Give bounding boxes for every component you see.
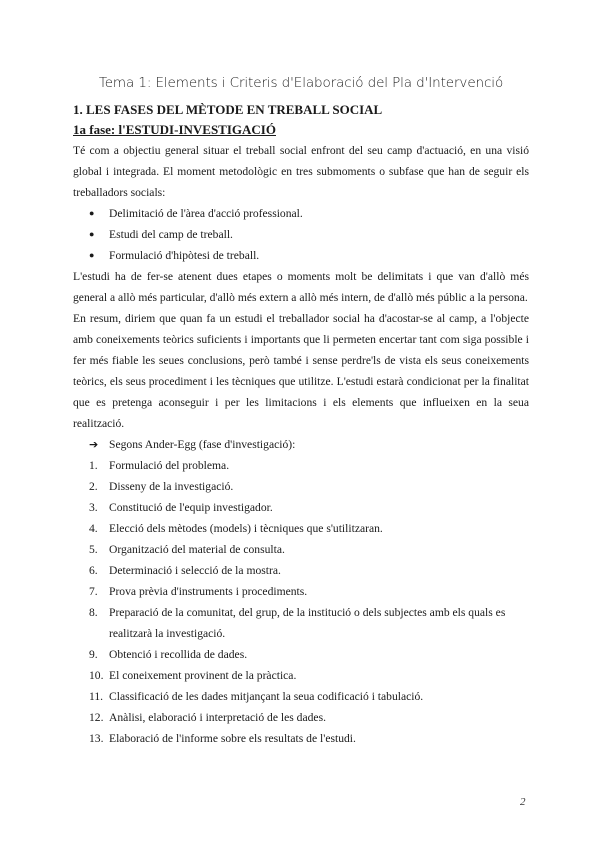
bullet-icon: ● [89,229,95,239]
step-text: Constitució de l'equip investigador. [109,501,273,514]
page-number: 2 [520,796,526,808]
list-item [73,728,529,749]
step-number: 9. [89,648,98,661]
list-item [73,665,529,686]
list-item [73,203,529,224]
step-number: 12. [89,711,104,724]
step-text: Determinació i selecció de la mostra. [109,564,281,577]
step-text: Elaboració de l'informe sobre els resultats de l'estudi. [109,732,356,745]
step-number: 10. [89,669,104,682]
list-item [73,224,529,245]
list-item [73,518,529,539]
step-number: 2. [89,480,98,493]
step-number: 1. [89,459,98,472]
step-number: 8. [89,606,98,619]
list-item-text: Estudi del camp de treball. [109,228,233,241]
bullet-icon: ● [89,208,95,218]
list-item [73,245,529,266]
list-item [73,455,529,476]
step-text: Organització del material de consulta. [109,543,285,556]
step-text: Elecció dels mètodes (models) i tècniques que s'utilitzaran. [109,522,383,535]
list-item [73,686,529,707]
list-item [73,602,529,644]
section-heading: 1. LES FASES DEL MÈTODE EN TREBALL SOCIAL [73,102,383,117]
list-item [73,560,529,581]
step-number: 4. [89,522,98,535]
step-text: Formulació del problema. [109,459,230,472]
step-text: Preparació de la comunitat, del grup, de la institució o dels subjectes amb els quals es realitzarà la investigació. [109,606,506,640]
step-number: 3. [89,501,98,514]
step-text: Obtenció i recollida de dades. [109,648,248,661]
step-text: El coneixement provinent de la pràctica. [109,669,297,682]
step-text: Classificació de les dades mitjançant la seua codificació i tabulació. [109,690,424,703]
list-item [73,497,529,518]
arrow-item [73,434,529,455]
step-text: Disseny de la investigació. [109,480,234,493]
list-item [73,707,529,728]
step-text: Prova prèvia d'instruments i procediments. [109,585,308,598]
paragraph-stages: L'estudi ha de fer-se atenent dues etapes o moments molt be delimitats i que van d'allò més general a allò més particular, d'allò més extern a allò més intern, de d'allò més públic a la persona. [73,270,529,304]
arrow-item-text: Segons Ander-Egg (fase d'investigació): [109,438,296,451]
list-item [73,539,529,560]
step-number: 7. [89,585,98,598]
step-number: 5. [89,543,98,556]
paragraph-summary: En resum, diriem que quan fa un estudi el treballador social ha d'acostar-se al camp, a l'objecte amb coneixements teòrics suficients i importants que li permeten encertar tant com siga possible i fer més fiable les seues conclusions, però també i sense perdre'ls de vista els seus coneixements teòrics, els seus procediment i les tècniques que utilitze. L'estudi estarà condicionat per la finalitat que es pretenga aconseguir i per les limitacions i els elements que influeixen en la seua realització. [73,312,529,430]
step-number: 11. [89,690,104,703]
paragraph-intro: Té com a objectiu general situar el treball social enfront del seu camp d'actuació, en una visió global i integrada. El moment metodològic en tres submoments o subfase que han de seguir els treballadors socials: [73,144,529,199]
document-title: Tema 1: Elements i Criteris d'Elaboració del Pla d'Intervenció [98,75,504,91]
list-item [73,644,529,665]
step-number: 6. [89,564,98,577]
step-number: 13. [89,732,104,745]
bullet-icon: ● [89,250,95,260]
list-item [73,476,529,497]
list-item-text: Delimitació de l'àrea d'acció professional. [109,207,303,220]
numbered-step-list [73,455,529,749]
list-item-text: Formulació d'hipòtesi de treball. [109,249,260,262]
bullet-list [73,203,529,266]
list-item [73,581,529,602]
phase-heading: 1a fase: l'ESTUDI-INVESTIGACIÓ [73,122,276,137]
arrow-right-icon: ➔ [89,438,99,451]
document-body [73,100,529,749]
step-text: Anàlisi, elaboració i interpretació de les dades. [109,711,326,724]
